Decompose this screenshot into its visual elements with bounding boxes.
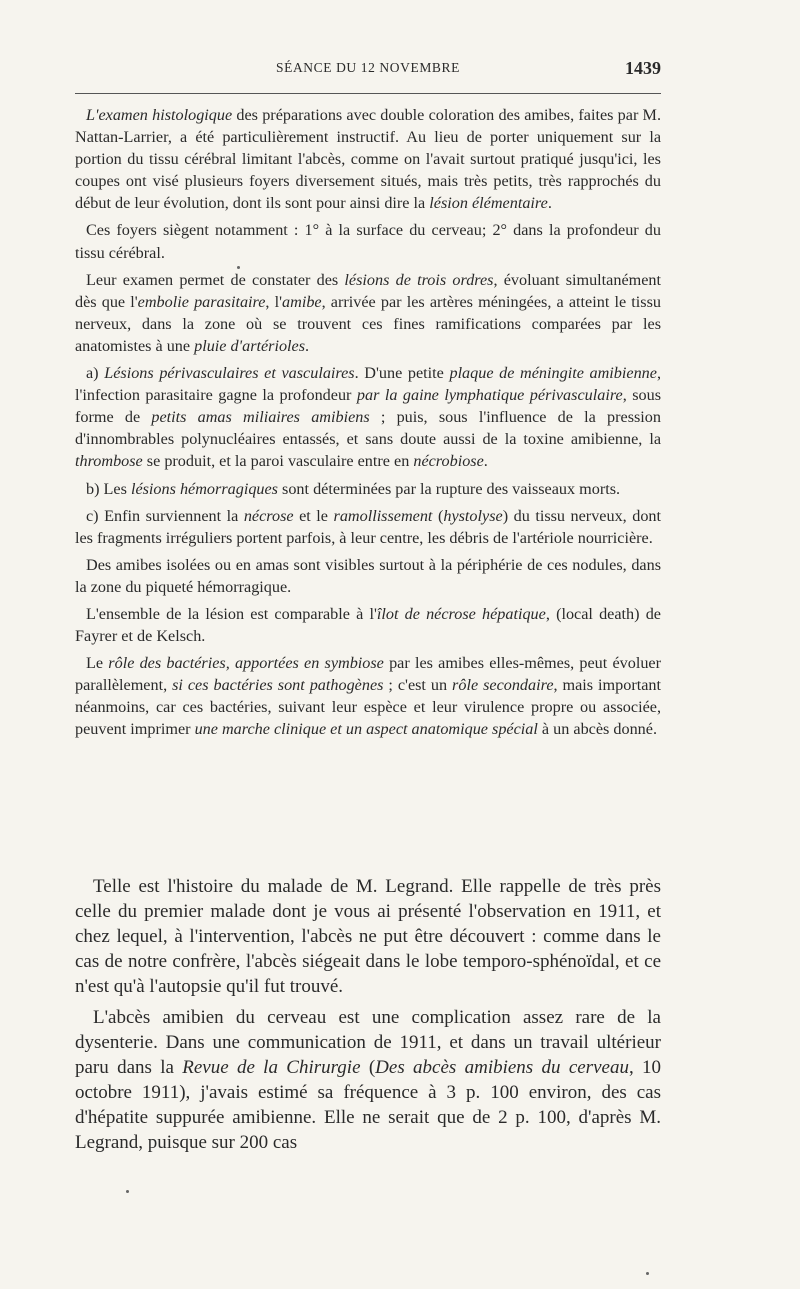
text-run: et le [293, 506, 334, 525]
emphasis: L'examen histologique [86, 106, 233, 124]
paragraph-bacteria [75, 652, 661, 740]
emphasis: lésions de trois ordres [344, 270, 494, 289]
main-text-section [75, 874, 661, 1161]
text-run: L'abcès amibien du cerveau est une complication assez rare de la dysenterie. Dans une communication de 1911, et dans un travail ultérieur paru dans la [75, 1007, 661, 1078]
text-run: a) [86, 364, 105, 383]
emphasis: hystolyse [443, 506, 503, 525]
paragraph-amoebae: Des amibes isolées ou en amas sont visibles surtout à la périphérie de ces nodules, dans la zone du piqueté hémorragique. [75, 555, 661, 596]
text-run: ) du tissu nerveux, dont les fragments irréguliers portent parfois, à leur centre, les débris de l'artériole nourricière. [75, 506, 662, 547]
text-run: ; puis, sous l'influence de la pression d'innombrables polynucléaires entassés, et sans doute aussi de la toxine amibienne, la [75, 408, 661, 449]
article-title: Des abcès amibiens du cerveau [375, 1057, 629, 1078]
emphasis: Lésions périvasculaires et vasculaires [104, 364, 355, 383]
emphasis: ramollissement [333, 506, 433, 525]
paragraph-c-necrosis [75, 505, 661, 549]
emphasis: thrombose [75, 452, 143, 471]
text-run: Le [86, 654, 109, 673]
emphasis: plaque de méningite amibienne [449, 364, 657, 383]
paragraph-frequency [75, 1005, 661, 1155]
text-run: . D'une petite [354, 364, 450, 383]
page-header [75, 58, 661, 84]
text-run: b) Les [86, 479, 131, 498]
page-number: 1439 [625, 58, 661, 78]
emphasis: pluie d'artérioles [194, 336, 306, 355]
emphasis: nécrobiose [413, 452, 484, 471]
text-run: . [547, 194, 552, 213]
text-run: , mais important néanmoins, car ces bactéries, suivant leur espèce et leur virulence propre ou associée, peuvent imprimer [75, 676, 661, 739]
text-run: . [305, 336, 310, 355]
text-run: L'ensemble de la lésion est comparable à l' [86, 604, 377, 623]
emphasis: embolie parasitaire [137, 292, 266, 311]
text-run: , l' [265, 292, 283, 311]
text-run: se produit, et la paroi vasculaire entre en [142, 452, 414, 471]
emphasis: lésions hémorragiques [130, 479, 278, 498]
text-run: par les amibes elles-mêmes, peut évoluer parallèlement, [75, 654, 661, 695]
paragraph-comparison [75, 603, 661, 647]
text-run: c) Enfin surviennent la [86, 506, 244, 525]
header-rule [75, 93, 661, 94]
text-run: , arrivée par les artères méningées, a atteint le tissu nerveux, dans la zone où se trouvent ces fines ramifications comparées par les anatomistes à une [75, 292, 661, 355]
emphasis: îlot de nécrose hépatique [376, 604, 546, 623]
text-run: sont déterminées par la rupture des vaisseaux morts. [277, 479, 621, 498]
text-run: , l'infection parasitaire gagne la profondeur [75, 364, 661, 405]
text-run: Leur examen permet de constater des [86, 270, 345, 289]
print-speck [237, 266, 240, 269]
paragraph-foci: Ces foyers siègent notamment : 1° à la surface du cerveau; 2° dans la profondeur du tissu cérébral. [75, 221, 661, 262]
paragraph-case-history: Telle est l'histoire du malade de M. Legrand. Elle rappelle de très près celle du premier malade dont je vous ai présenté l'observation en 1911, et chez lequel, à l'intervention, l'abcès ne put être découvert : comme dans le cas de notre confrère, l'abcès siégeait dans le lobe temporo-sphénoïdal, et ce n'est qu'à l'autopsie qu'il fut trouvé. [75, 876, 661, 997]
emphasis: petits amas miliaires amibiens [151, 408, 370, 427]
text-run: ( [432, 506, 444, 525]
text-run: , (local death) de Fayrer et de Kelsch. [75, 604, 661, 646]
text-run: , 10 octobre 1911), j'avais estimé sa fréquence à 3 p. 100 environ, des cas d'hépatite suppurée amibienne. Elle ne serait que de 2 p. 100, d'après M. Legrand, puisque sur 200 cas [75, 1057, 662, 1153]
emphasis: nécrose [243, 506, 294, 525]
emphasis: amibe [282, 292, 322, 311]
paragraph-b-hemorrhagic [75, 478, 661, 500]
emphasis: une marche clinique et un aspect anatomique spécial [194, 720, 538, 739]
text-run: à un abcès donné. [537, 720, 657, 739]
text-run: , sous forme de [75, 386, 662, 427]
emphasis: rôle des bactéries, apportées en symbiose [108, 654, 384, 673]
text-run: , évoluant simultanément dès que l' [75, 270, 662, 311]
paragraph-a-perivascular [75, 362, 661, 472]
emphasis: rôle secondaire [452, 676, 554, 695]
paragraph-lesion-orders [75, 269, 661, 357]
running-head: SÉANCE DU 12 NOVEMBRE [276, 60, 460, 75]
emphasis: lésion élémentaire [429, 194, 548, 213]
journal-title: Revue de la Chirurgie [182, 1057, 361, 1078]
print-speck [646, 1272, 649, 1275]
text-run: des préparations avec double coloration des amibes, faites par M. Nattan-Larrier, a été particulièrement instructif. Au lieu de porter uniquement sur la portion du tissu cérébral limitant l'abcès, comme on l'avait surtout pratiqué jusqu'ici, les coupes ont visé plusieurs foyers diversement situés, mais très petits, très rapprochés du début de leur évolution, dont ils sont pour ainsi dire la [75, 106, 662, 213]
paragraph-histology [75, 104, 661, 214]
print-speck [126, 1190, 129, 1193]
text-run: ; c'est un [383, 676, 453, 695]
emphasis: par la gaine lymphatique périvasculaire [356, 386, 623, 405]
text-run: ( [360, 1057, 376, 1078]
emphasis: si ces bactéries sont pathogènes [172, 676, 384, 695]
small-print-section [75, 104, 661, 746]
text-run: . [483, 452, 488, 471]
